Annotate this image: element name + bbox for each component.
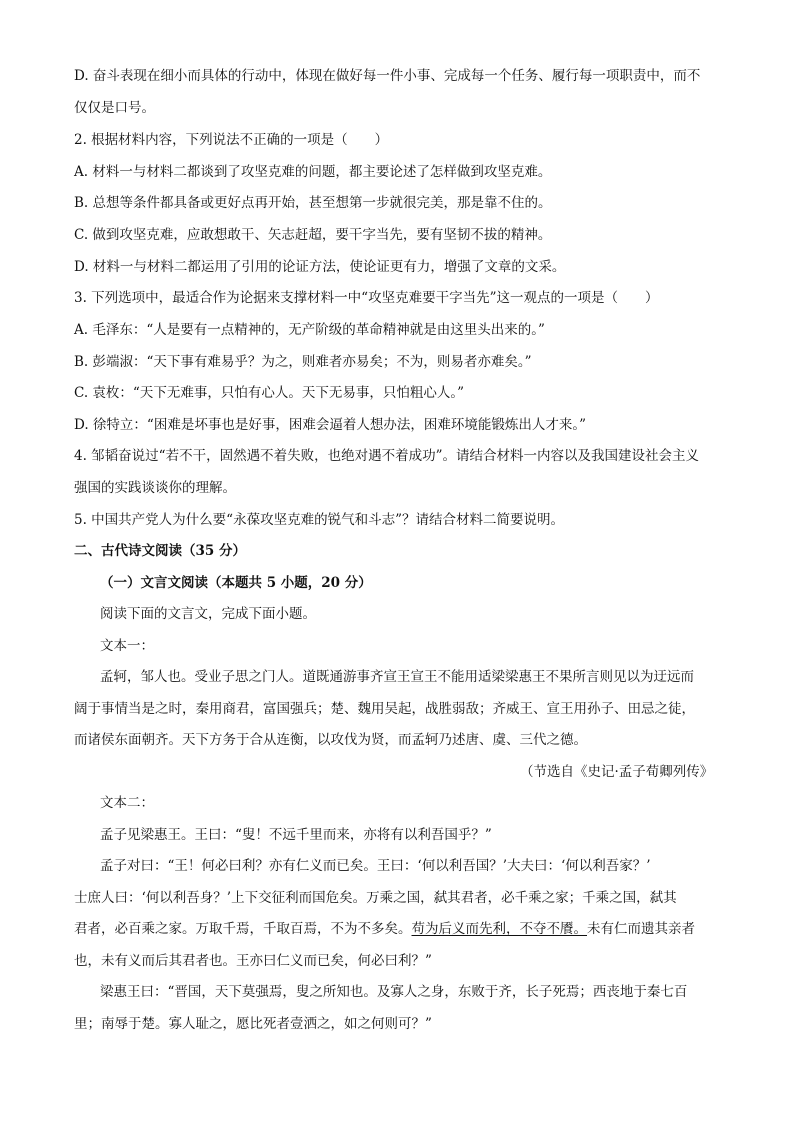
text-one-line-3: 而诸侯东面朝齐。天下方务于合从连衡，以攻伐为贤，而孟轲乃述唐、虞、三代之德。 — [74, 732, 587, 748]
text-two-line-4 — [74, 919, 695, 939]
text-one-line-1: 孟轲，邹人也。受业子思之门人。道既通游事齐宣王宣王不能用适梁梁惠王不果所言则见以为迂远而 — [100, 669, 694, 685]
q2-option-d: D. 材料一与材料二都运用了引用的论证方法，使论证更有力，增强了文章的文采。 — [74, 259, 566, 275]
q3-option-b: B. 彭端淑：“天下事有难易乎？为之，则难者亦易矣；不为，则易者亦难矣。” — [74, 354, 532, 370]
question-3: 3. 下列选项中，最适合作为论据来支撑材料一中“攻坚克难要干字当先”这一观点的一项是（ ） — [74, 290, 659, 306]
source-citation: （节选自《史记·孟子荀卿列传》 — [520, 764, 714, 780]
text-two-line-3: 士庶人曰：‘何以利吾身？’上下交征利而国危矣。万乘之国，弑其君者，必千乘之家；千乘之国，弑其 — [74, 890, 677, 906]
q3-option-d: D. 徐特立：“困难是坏事也是好事，困难会逼着人想办法，困难环境能锻炼出人才来。” — [74, 417, 586, 433]
q2-option-a: A. 材料一与材料二都谈到了攻坚克难的问题，都主要论述了怎样做到攻坚克难。 — [74, 164, 552, 180]
line-option-d-end: 仅仅是口号。 — [74, 100, 155, 116]
text-two-line-5: 也，未有义而后其君者也。王亦曰仁义而已矣，何必曰利？” — [74, 953, 432, 969]
q2-option-c: C. 做到攻坚克难，应敢想敢干、矢志赶超，要干字当先，要有坚韧不拔的精神。 — [74, 227, 552, 243]
instruction: 阅读下面的文言文，完成下面小题。 — [100, 606, 316, 622]
question-4-cont: 强国的实践谈谈你的理解。 — [74, 480, 236, 496]
subsection-heading: （一）文言文阅读（本题共 5 小题，20 分） — [100, 575, 372, 591]
text-two-line-7: 里；南辱于楚。寡人耻之，愿比死者壹洒之，如之何则可？” — [74, 1016, 432, 1032]
question-4: 4. 邹韬奋说过“若不干，固然遇不着失败，也绝对遇不着成功”。请结合材料一内容以及我国建设社会主义 — [74, 448, 699, 464]
q2-option-b: B. 总想等条件都具备或更好点再开始，甚至想第一步就很完美，那是靠不住的。 — [74, 195, 552, 211]
q3-option-a: A. 毛泽东：“人是要有一点精神的，无产阶级的革命精神就是由这里头出来的。” — [74, 322, 545, 338]
text-one-label: 文本一： — [100, 638, 154, 654]
text-two-line-4-after: 未有仁而遗其亲者 — [587, 921, 695, 937]
section-heading: 二、古代诗文阅读（35 分） — [74, 543, 246, 559]
q3-option-c: C. 袁枚：“天下无难事，只怕有心人。天下无易事，只怕粗心人。” — [74, 385, 464, 401]
question-2: 2. 根据材料内容，下列说法不正确的一项是（ ） — [74, 132, 389, 148]
text-one-line-2: 阔于事情当是之时，秦用商君，富国强兵；楚、魏用吴起，战胜弱敌；齐威王、宣王用孙子、田忌之徒， — [74, 701, 695, 717]
text-two-label: 文本二： — [100, 795, 154, 811]
underlined-sentence: 苟为后义而先利，不夺不餍。 — [411, 921, 587, 937]
question-5: 5. 中国共产党人为什么要“永葆攻坚克难的锐气和斗志”？请结合材料二简要说明。 — [74, 512, 564, 528]
text-two-line-6: 梁惠王曰：“晋国，天下莫强焉，叟之所知也。及寡人之身，东败于齐，长子死焉；西丧地于秦七百 — [100, 984, 688, 1000]
text-two-line-2: 孟子对曰：“王！何必曰利？亦有仁义而已矣。王曰：‘何以利吾国？’大夫曰：‘何以利吾家？’ — [100, 858, 651, 874]
text-two-line-1: 孟子见梁惠王。王曰：“叟！不远千里而来，亦将有以利吾国乎？” — [100, 827, 492, 843]
line-option-d-cont: D. 奋斗表现在细小而具体的行动中，体现在做好每一件小事、完成每一个任务、履行每一项职责中，而不 — [74, 68, 701, 84]
text-two-line-4-before: 君者，必百乘之家。万取千焉，千取百焉，不为不多矣。 — [74, 921, 412, 937]
